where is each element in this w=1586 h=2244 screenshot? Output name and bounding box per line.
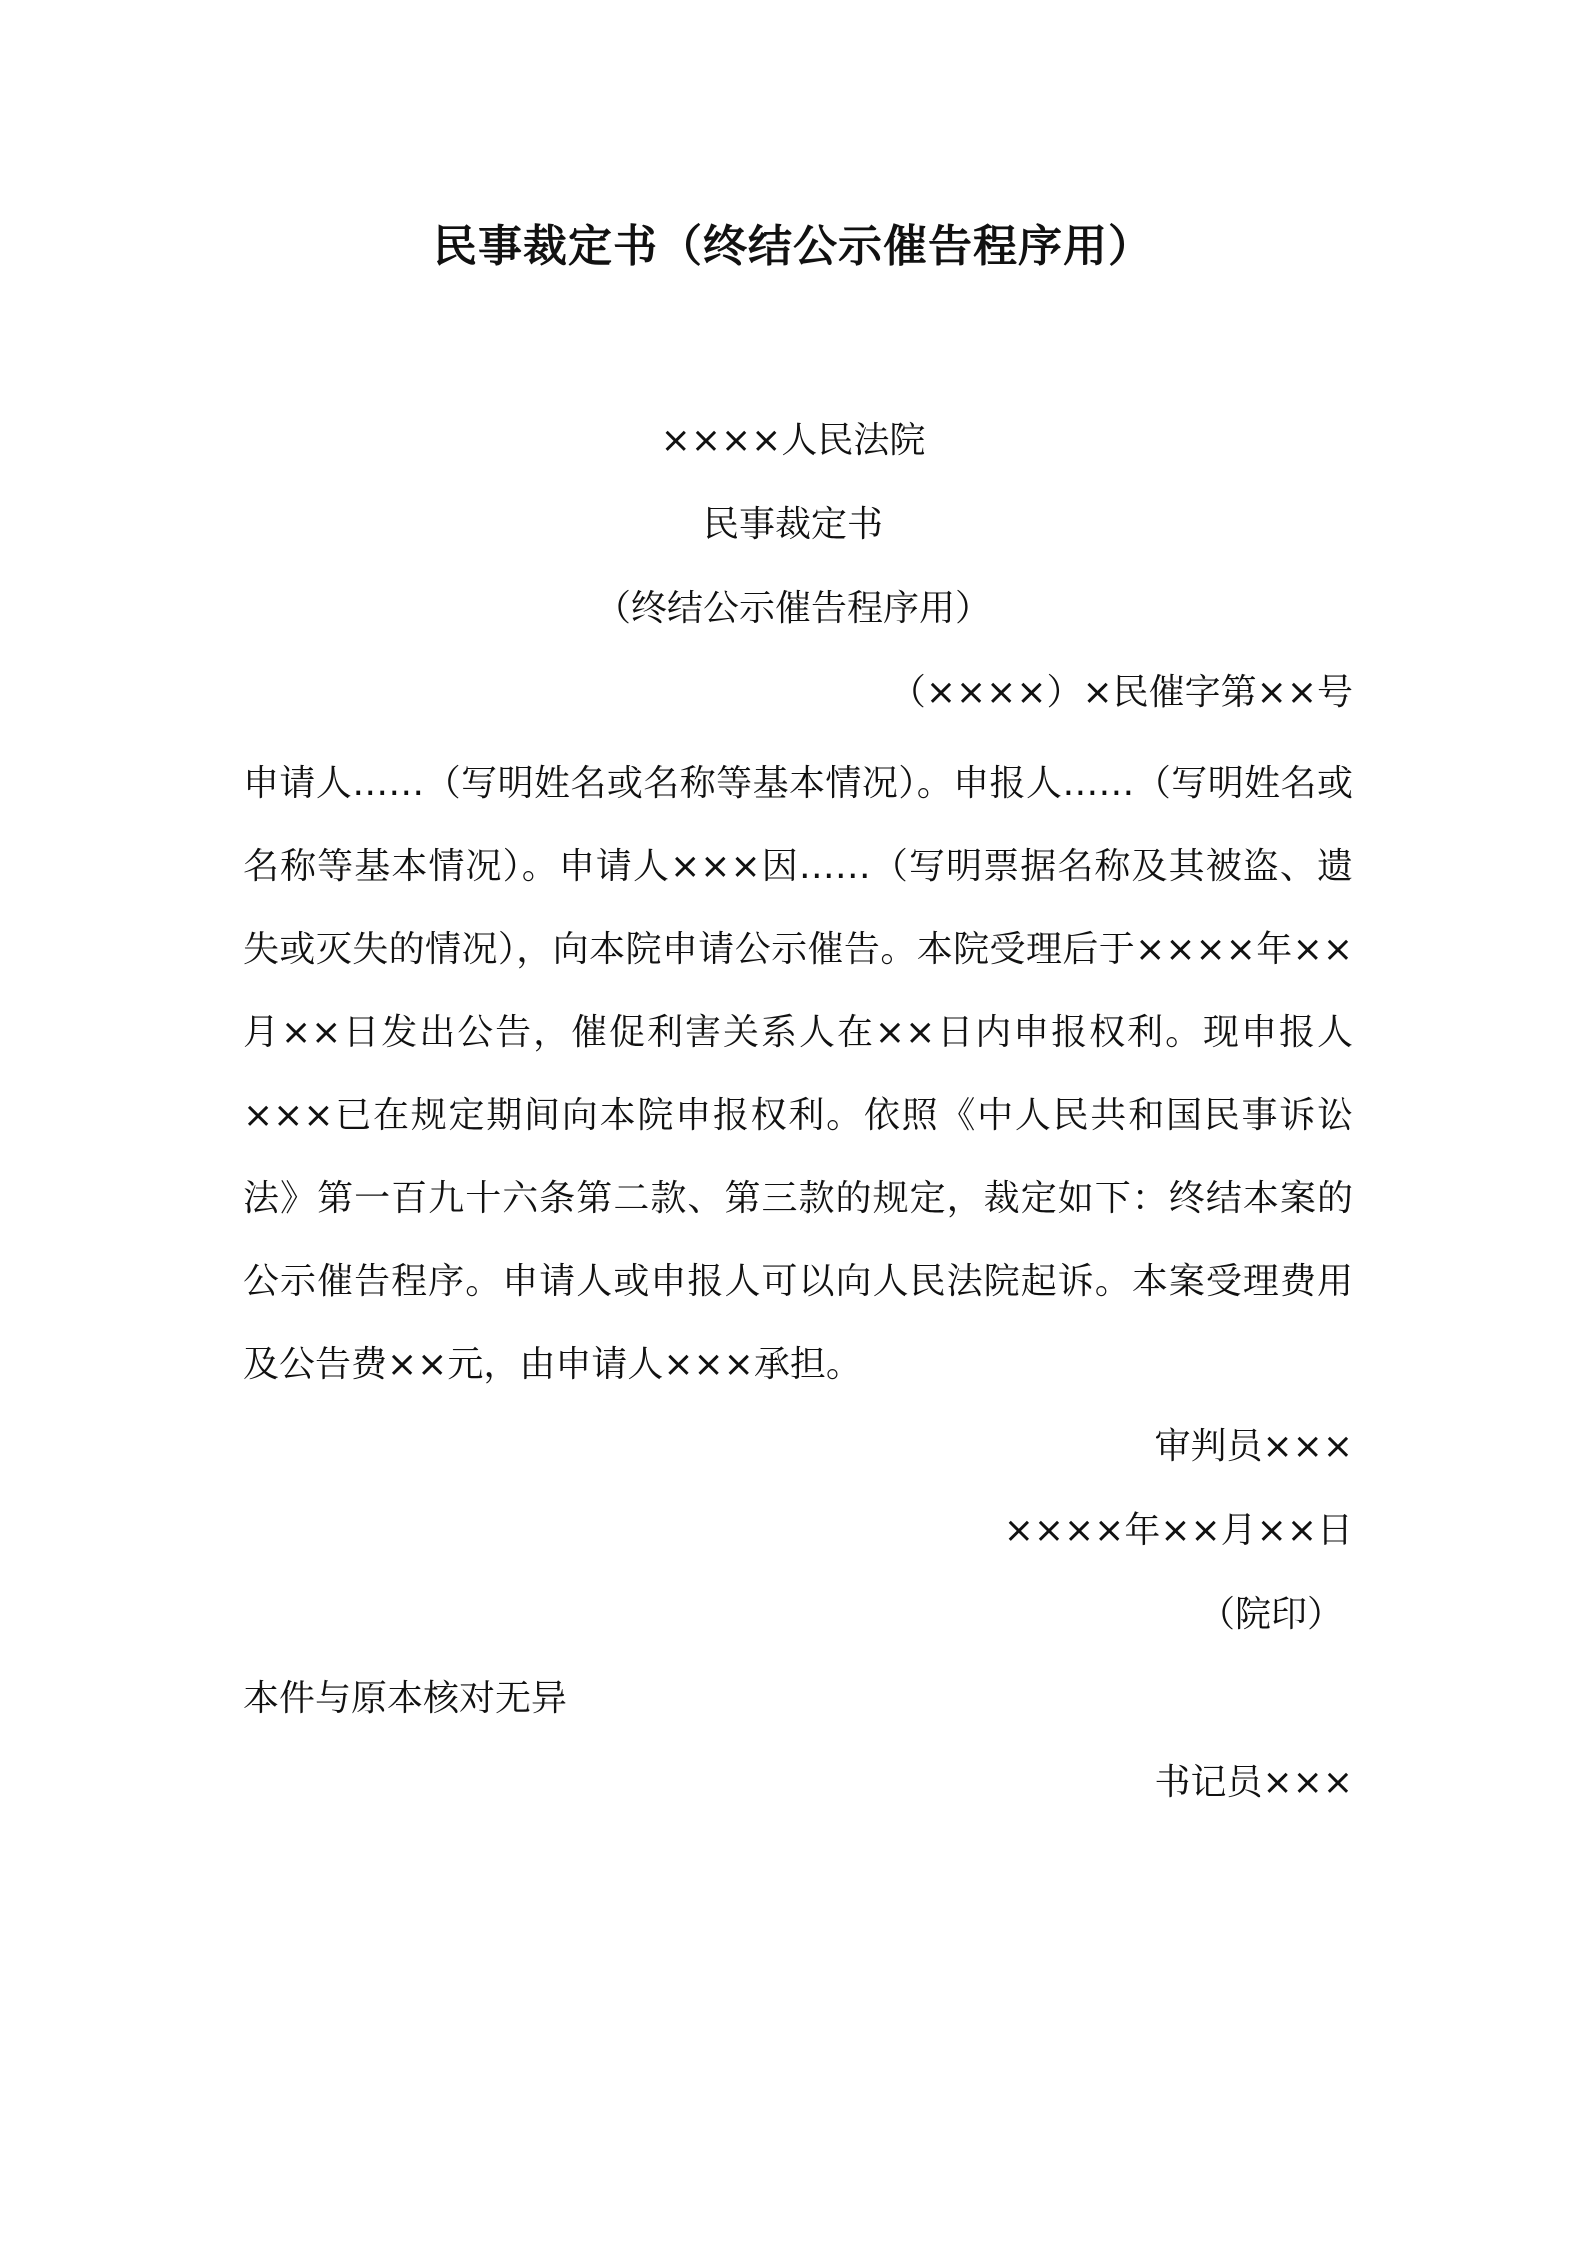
- document-type: 民事裁定书: [702, 504, 883, 545]
- verification-note: 本件与原本核对无异: [243, 1678, 568, 1719]
- document-subtype: （终结公示催告程序用）: [594, 588, 991, 629]
- clerk-signature: 书记员×××: [1154, 1762, 1353, 1803]
- decision-date: ××××年××月××日: [1003, 1510, 1353, 1551]
- court-seal-note: （院印）: [1198, 1594, 1343, 1635]
- case-number: （××××）×民催字第××号: [889, 672, 1353, 713]
- body-paragraph: 申请人……（写明姓名或名称等基本情况）。申报人……（写明姓名或名称等基本情况）。申请人×××因……（写明票据名称及其被盗、遗失或灭失的情况），向本院申请公示催告。本院受理后于××××年××月××日发出公告，催促利害关系人在××日内申报权利。现申报人×××已在规定期间向本院申报权利。依照《中人民共和国民事诉讼法》第一百九十六条第二款、第三款的规定，裁定如下：终结本案的公示催告程序。申请人或申报人可以向人民法院起诉。本案受理费用及公告费××元，由申请人×××承担。: [243, 763, 1353, 1385]
- court-name: ××××人民法院: [660, 420, 926, 461]
- judge-signature: 审判员×××: [1154, 1426, 1353, 1467]
- document-heading: 民事裁定书（终结公示催告程序用）: [433, 221, 1153, 272]
